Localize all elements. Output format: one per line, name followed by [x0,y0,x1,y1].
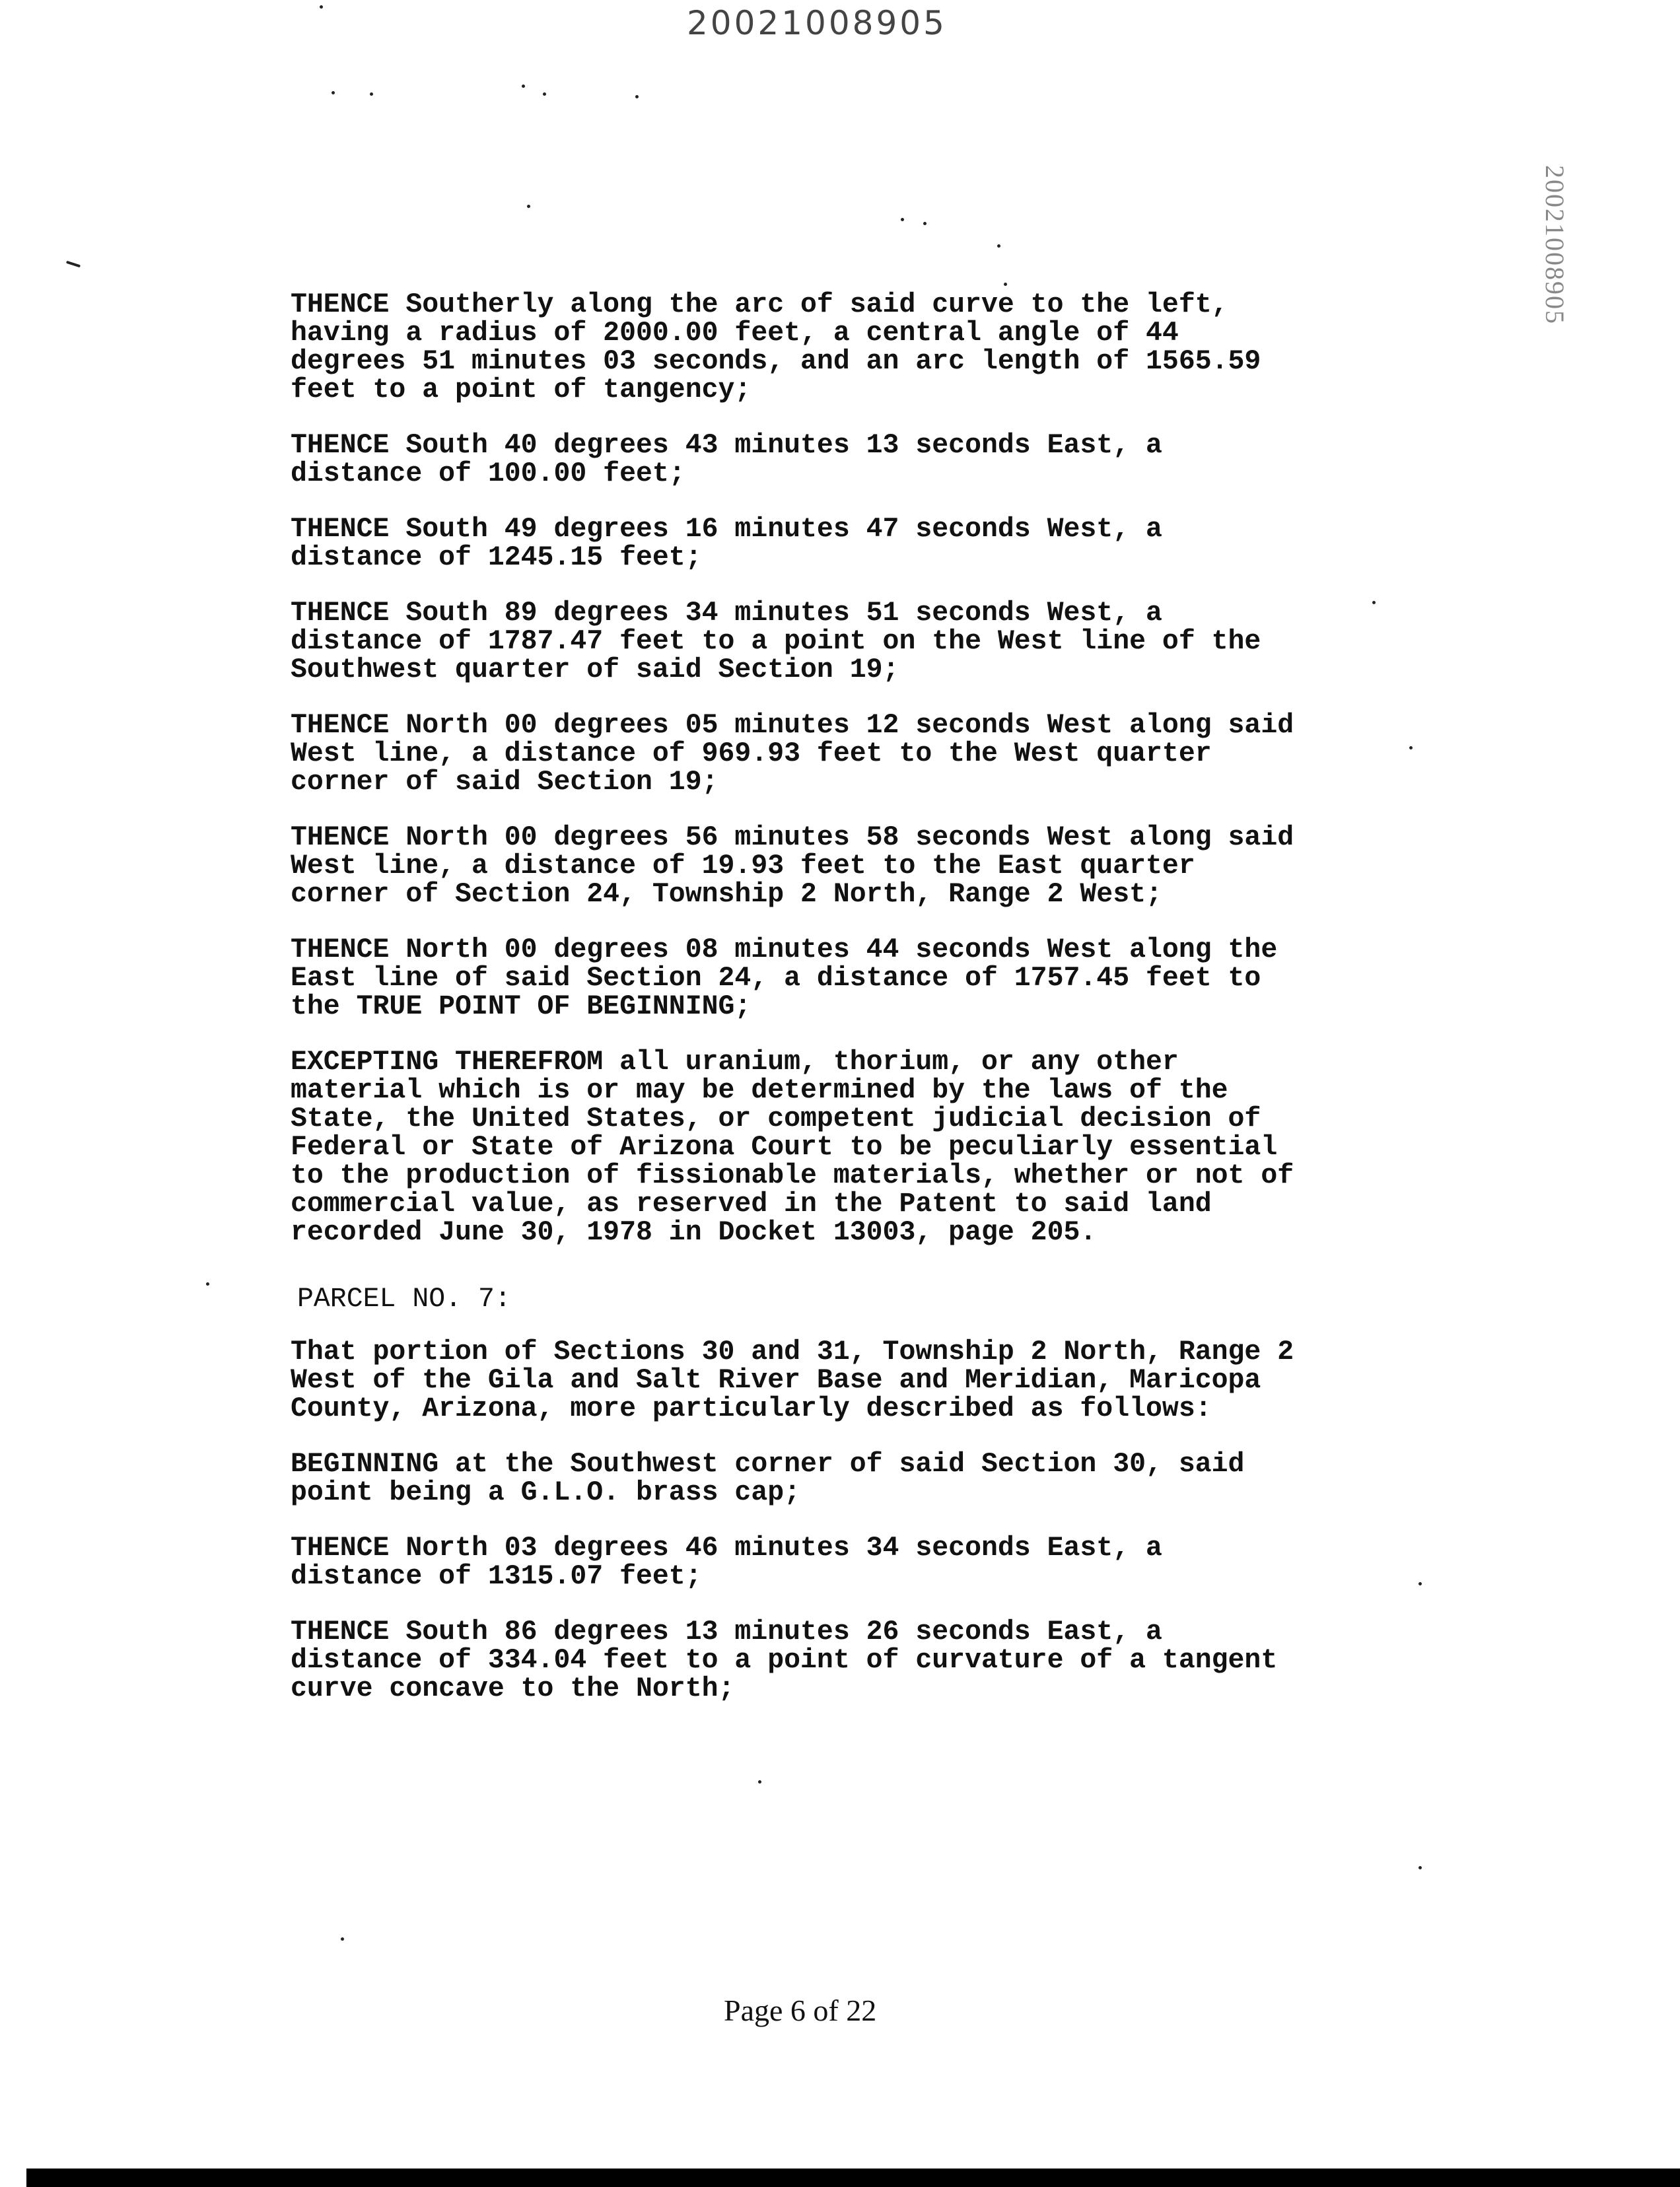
scan-speck [543,92,546,96]
paragraph-excepting: EXCEPTING THEREFROM all uranium, thorium, or any other material which is or may be determined by the laws of the State, the United States, or competent judicial decision of Federal or State of Arizona Court to be peculiarly essential to the production of fissionable materials, whether or not of commercial value, as reserved in the Patent to said land recorded June 30, 1978 in Docket 13003, page 205. [291,1047,1294,1248]
paragraph-north-00-56: THENCE North 00 degrees 56 minutes 58 seconds West along said West line, a distance of 19.93 feet to the East quarter corner of Section 24, Township 2 North, Range 2 West; [291,822,1294,910]
paragraph-north-03: THENCE North 03 degrees 46 minutes 34 seconds East, a distance of 1315.07 feet; [291,1533,1162,1592]
scan-speck [1372,601,1376,604]
scan-speck [1409,746,1413,749]
paragraph-south-49: THENCE South 49 degrees 16 minutes 47 seconds West, a distance of 1245.15 feet; [291,514,1162,573]
scan-speck [522,85,525,88]
document-number: 20021008905 [687,4,947,42]
scan-speck [1004,283,1007,286]
scan-speck [635,95,639,98]
scan-speck [206,1282,209,1286]
scan-speck [332,91,335,94]
paragraph-south-40: THENCE South 40 degrees 43 minutes 13 seconds East, a distance of 100.00 feet; [291,430,1162,489]
scan-speck [527,205,530,208]
scan-speck [341,1937,344,1941]
scan-speck [997,244,1000,248]
paragraph-beginning: BEGINNING at the Southwest corner of said Section 30, said point being a G.L.O. brass cap; [291,1449,1245,1508]
paragraph-north-00-08: THENCE North 00 degrees 08 minutes 44 seconds West along the East line of said Section 24, a distance of 1757.45 feet to the TRUE POINT OF BEGINNING; [291,934,1278,1022]
scan-speck [370,92,373,96]
scan-edge-bar [26,2169,1680,2187]
page-number: Page 6 of 22 [724,1994,877,2027]
scan-speck [923,222,927,225]
scan-speck [901,218,904,221]
scan-speck [1418,1866,1422,1869]
paragraph-south-89: THENCE South 89 degrees 34 minutes 51 seconds West, a distance of 1787.47 feet to a point on the West line of the Southwest quarter of said Section 19; [291,598,1261,685]
scan-speck [1418,1582,1422,1585]
paragraph-parcel-portion: That portion of Sections 30 and 31, Township 2 North, Range 2 West of the Gila and Salt River Base and Meridian, Maricopa County, Arizona, more particularly described as follows: [291,1336,1294,1424]
paragraph-south-86: THENCE South 86 degrees 13 minutes 26 seconds East, a distance of 334.04 feet to a point of curvature of a tangent curve concave to the North; [291,1616,1278,1704]
scan-speck [320,5,323,9]
paragraph-arc-curve: THENCE Southerly along the arc of said curve to the left, having a radius of 2000.00 feet, a central angle of 44 degrees 51 minutes 03 seconds, and an arc length of 1565.59 feet to a point of tangency; [291,289,1261,405]
scan-speck [758,1780,761,1784]
legal-description [291,291,1459,1730]
side-stamp: 20021008905 [1540,165,1570,325]
parcel-heading: PARCEL NO. 7: [297,1284,511,1315]
paragraph-north-00-05: THENCE North 00 degrees 05 minutes 12 seconds West along said West line, a distance of 969.93 feet to the West quarter corner of said Section 19; [291,710,1294,798]
scan-speck [66,261,81,268]
